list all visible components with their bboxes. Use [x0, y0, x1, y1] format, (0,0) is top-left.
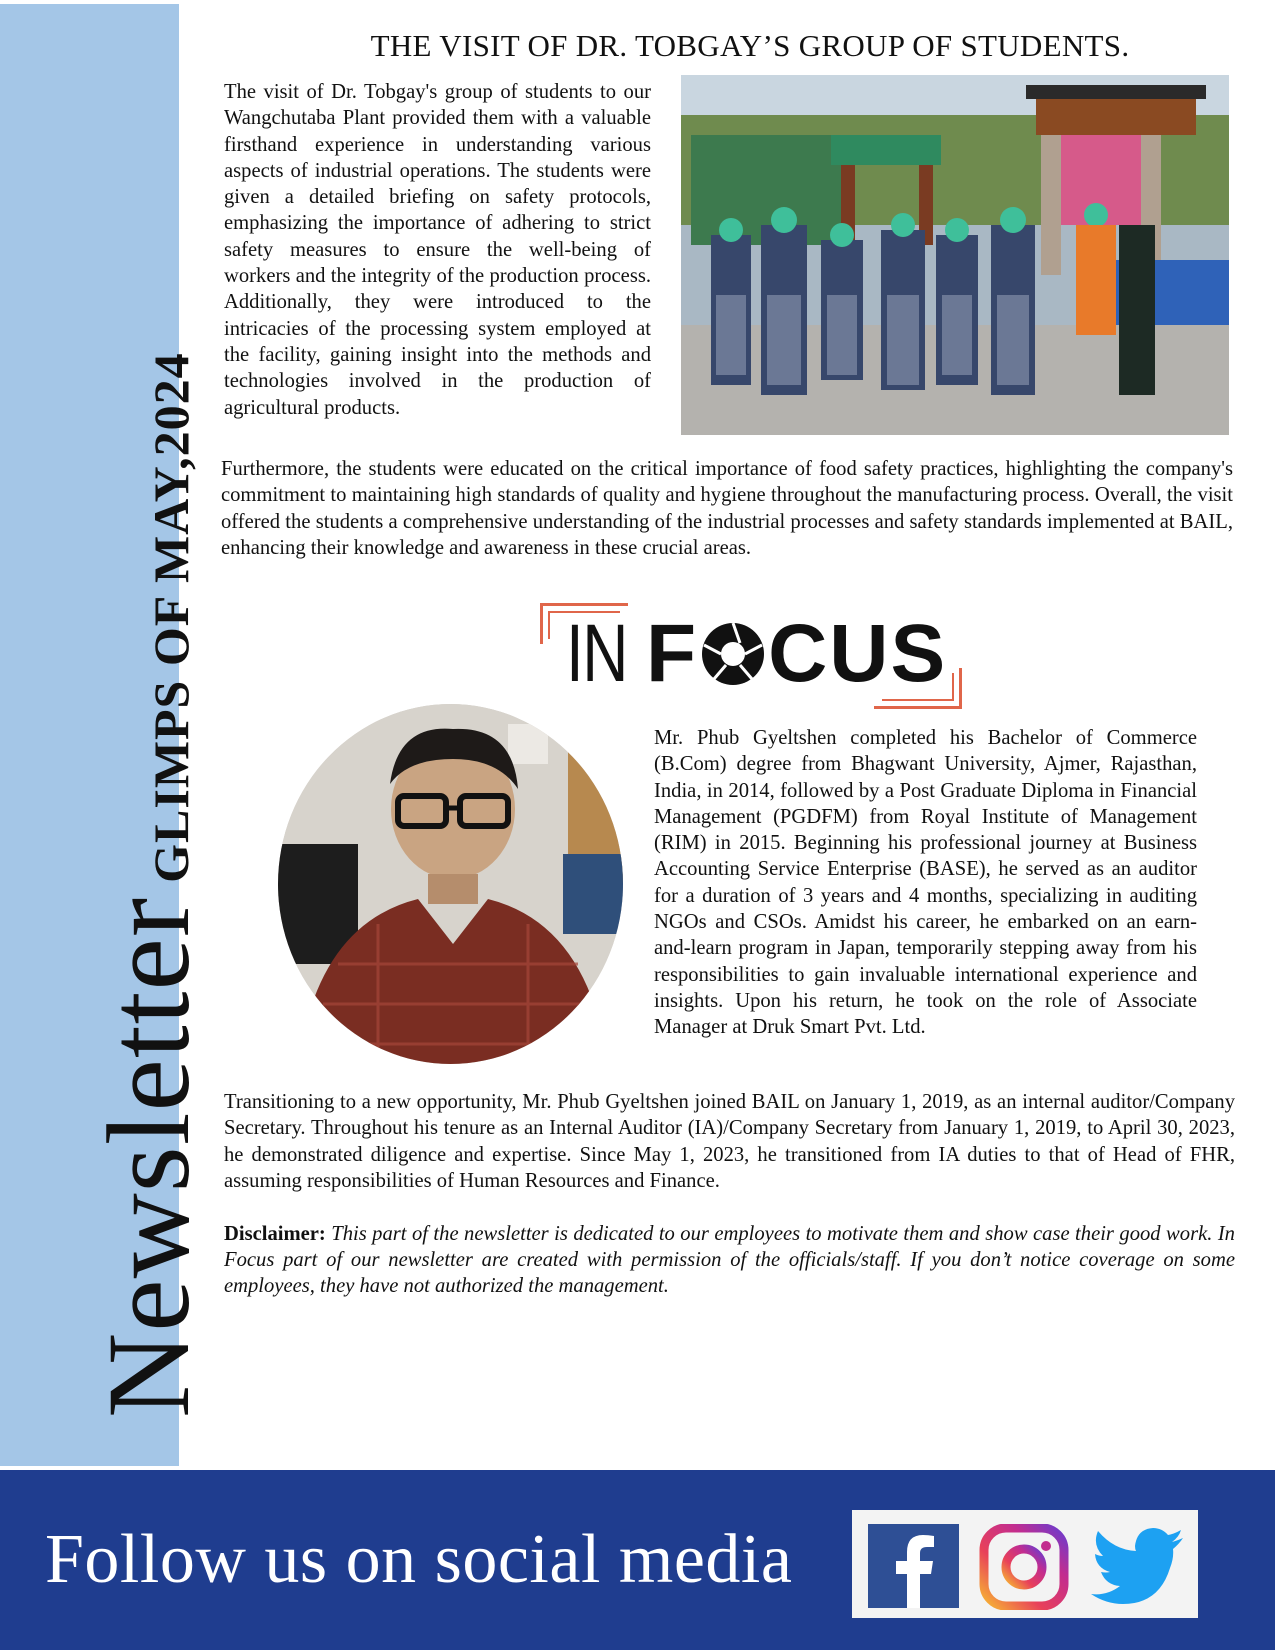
infocus-logo — [540, 603, 962, 709]
newsletter-masthead — [83, 352, 214, 1418]
facebook-icon[interactable] — [868, 1524, 959, 1608]
logo-focus-rest: CUS — [768, 608, 948, 699]
article-paragraph-1: The visit of Dr. Tobgay's group of students to our Wangchutaba Plant provided them with a valuable firsthand experience in understanding various aspects of industrial operations. The students were given a detailed briefing on safety protocols, emphasizing the importance of adhering to strict safety measures to ensure the well-being of workers and the integrity of the production process. Additionally, they were introduced to the intricacies of the processing system employed at the facility, gaining insight into the methods and technologies involved in the production of agricultural products. — [224, 81, 651, 419]
instagram-icon[interactable] — [978, 1524, 1070, 1610]
employee-bio: Mr. Phub Gyeltshen completed his Bachelor of Commerce (B.Com) degree from Bhagwant University, Ajmer, Rajasthan, India, in 2014, followed by a Post Graduate Diploma in Financial Management (PGDFM) from Royal Institute of Management (RIM) in 2015. Beginning his professional journey at Business Accounting Service Enterprise (BASE), he served as an auditor for a duration of 3 years and 4 months, specializing in auditing NGOs and CSOs. Amidst his career, he embarked on an earn-and-learn program in Japan, temporarily stepping away from his responsibilities to gain invaluable international experience and insights. Upon his return, he took on the role of Associate Manager at Druk Smart Pvt. Ltd. — [654, 727, 1197, 1039]
employee-career: Transitioning to a new opportunity, Mr. Phub Gyeltshen joined BAIL on January 1, 2019, as an internal auditor/Company Secretary. Throughout his tenure as an Internal Auditor (IA)/Company Secretary from January 1, 2019, to April 30, 2023, he demonstrated diligence and expertise. Since May 1, 2023, he transitioned from IA duties to that of Head of FHR, assuming responsibilities of Human Resources and Finance. — [224, 1091, 1235, 1192]
camera-aperture-icon — [700, 621, 766, 687]
logo-in-text: IN — [566, 608, 627, 699]
student-visit-photo — [681, 75, 1229, 435]
employee-portrait — [278, 704, 623, 1064]
twitter-icon[interactable] — [1090, 1528, 1185, 1608]
newsletter-title: Newsletter — [83, 896, 214, 1418]
newsletter-issue: GLIMPS OF MAY,2024 — [143, 352, 199, 883]
logo-focus-f: F — [646, 608, 699, 699]
disclaimer-text: This part of the newsletter is dedicated to our employees to motivate them and show case their good work. In Focus part of our newsletter are created with permission of the officials/staff. If you don’t notice coverage on some employees, they have not authorized the management. — [224, 1223, 1235, 1297]
logo-focus-text — [646, 608, 948, 699]
disclaimer-label: Disclaimer: — [224, 1223, 326, 1245]
article-paragraph-2: Furthermore, the students were educated on the critical importance of food safety practices, highlighting the company's commitment to maintaining high standards of quality and hygiene throughout the manufacturing process. Overall, the visit offered the students a comprehensive understanding of the industrial processes and safety standards implemented at BAIL, enhancing their knowledge and awareness in these crucial areas. — [221, 458, 1233, 559]
follow-us-text: Follow us on social media — [45, 1521, 793, 1598]
disclaimer — [224, 1222, 1235, 1299]
article-title: THE VISIT OF DR. TOBGAY’S GROUP OF STUDENTS. — [370, 28, 1130, 63]
